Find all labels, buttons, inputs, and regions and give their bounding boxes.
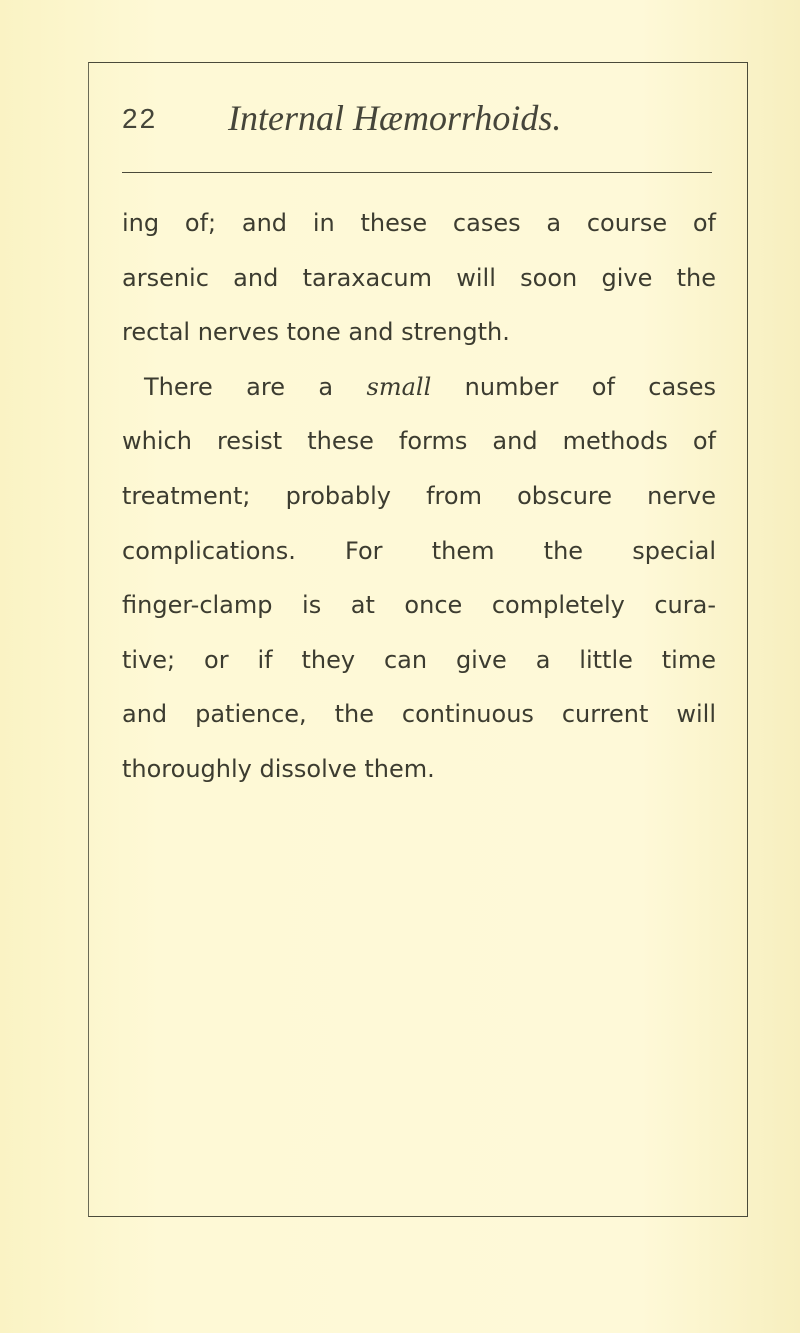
emphasized-word: small xyxy=(366,372,432,401)
body-text xyxy=(122,196,716,797)
text-line: finger-clamp is at once completely cura- xyxy=(122,591,716,620)
text-line: thoroughly dissolve them. xyxy=(122,754,435,783)
header-rule xyxy=(122,172,712,173)
text-line: which resist these forms and methods of xyxy=(122,427,716,456)
text-line xyxy=(122,360,716,415)
text-segment: There are a xyxy=(144,372,367,401)
page-number: 22 xyxy=(122,103,158,134)
text-line: treatment; probably from obscure nerve xyxy=(122,481,716,510)
text-line: and patience, the continuous current will xyxy=(122,700,716,729)
text-line: arsenic and taraxacum will soon give the xyxy=(122,263,716,292)
text-line: ing of; and in these cases a course of xyxy=(122,209,716,237)
running-head xyxy=(122,95,712,145)
text-line: rectal nerves tone and strength. xyxy=(122,318,510,347)
text-segment: number of cases xyxy=(431,372,716,401)
text-line: complications. For them the special xyxy=(122,536,716,565)
running-title: Internal Hæmorrhoids. xyxy=(228,98,562,138)
text-line: tive; or if they can give a little time xyxy=(122,645,716,674)
